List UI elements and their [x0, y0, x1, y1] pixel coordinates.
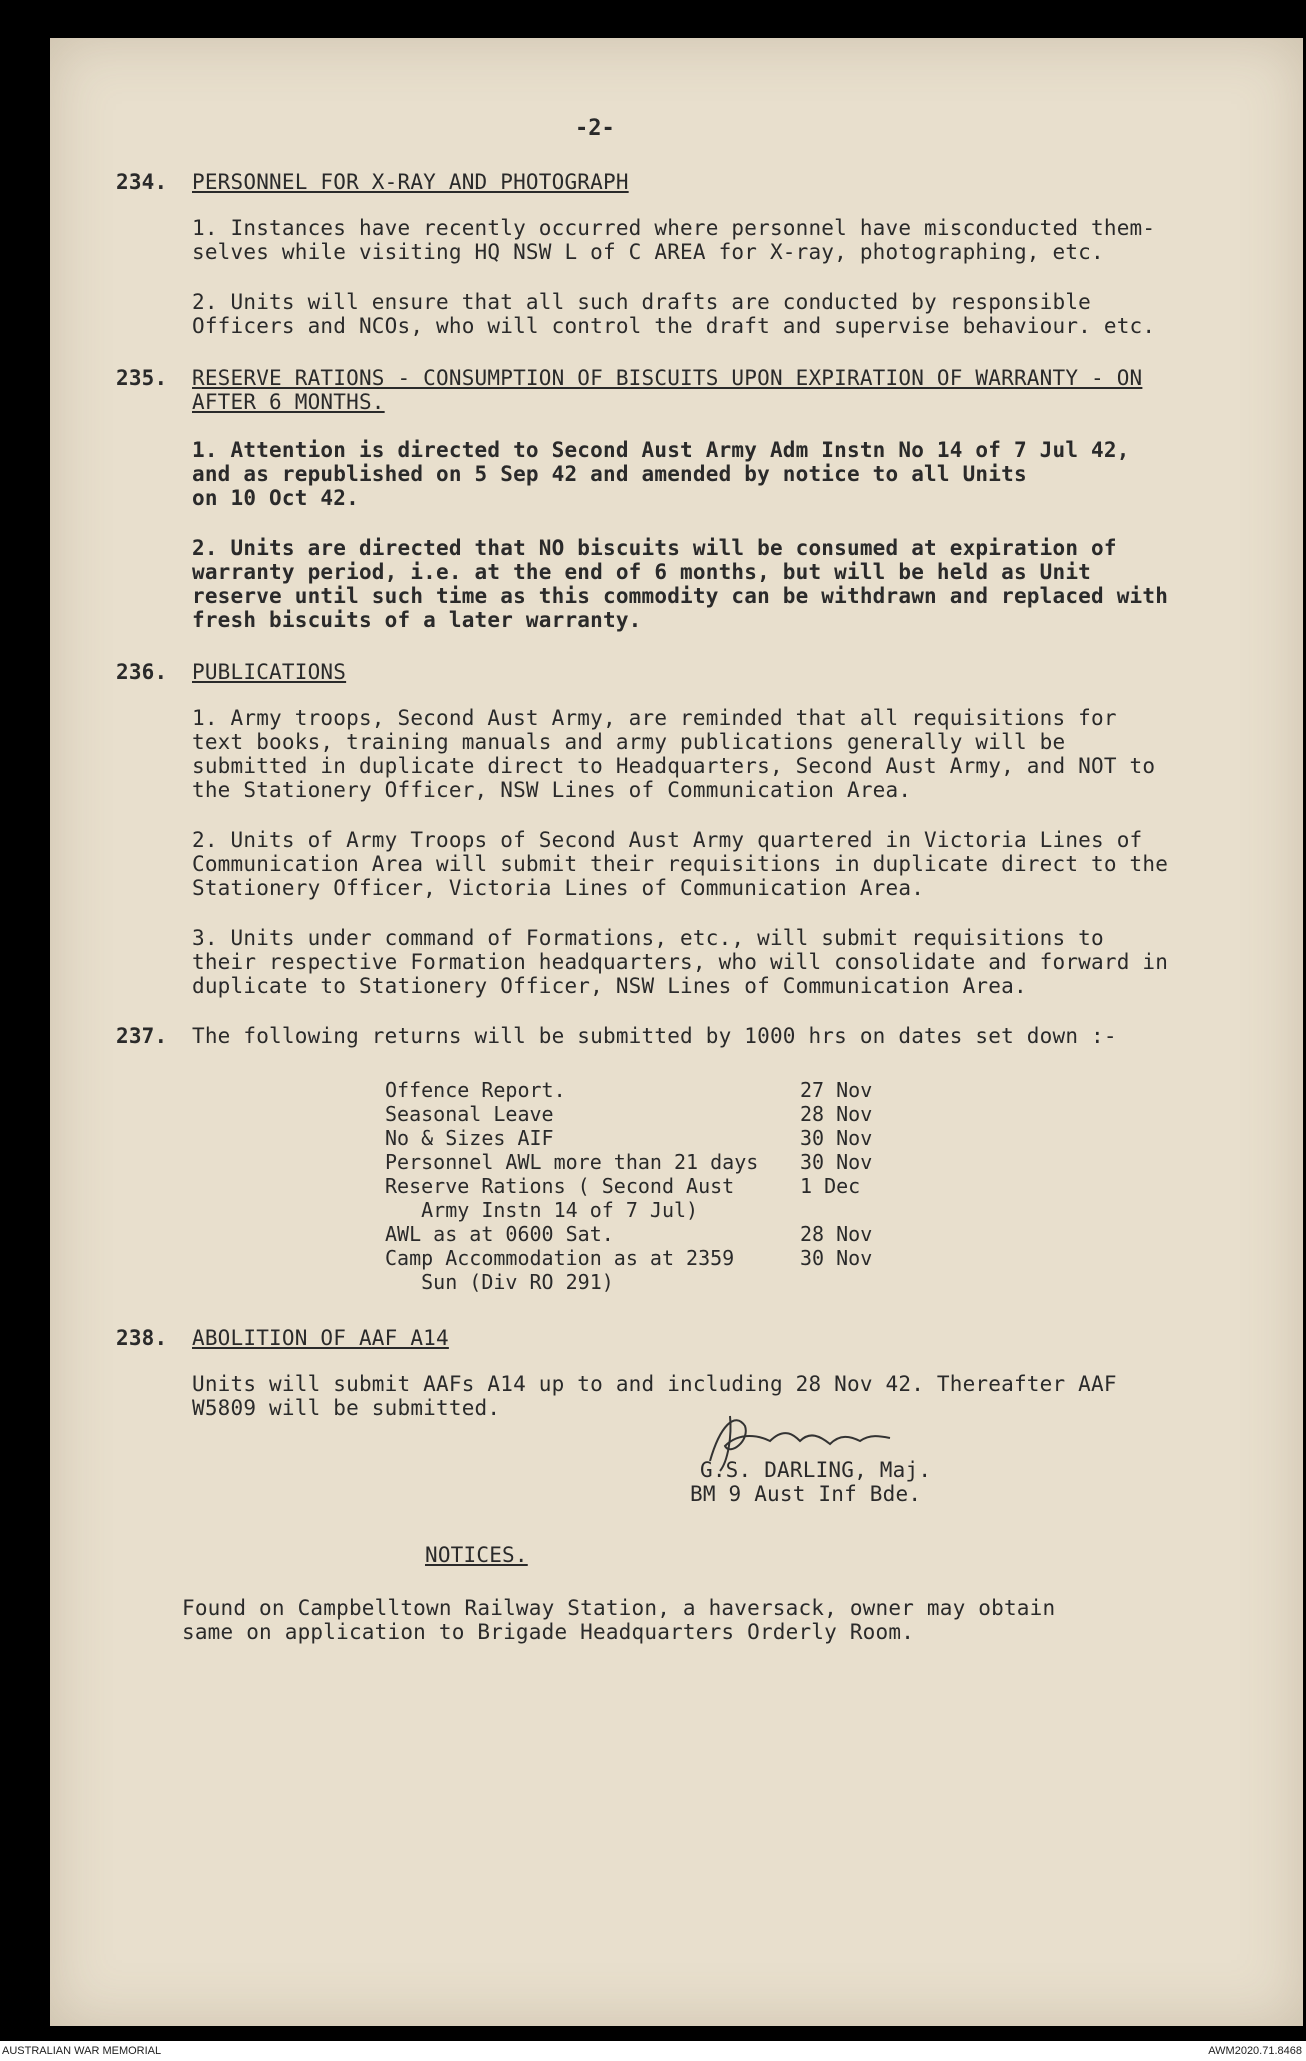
s236-p3-l2: their respective Formation headquarters, who will consolidate and forward in [192, 950, 1169, 974]
s236-p3-l3: duplicate to Stationery Officer, NSW Lines of Communication Area. [192, 974, 1027, 998]
s235-p1-l2: and as republished on 5 Sep 42 and amended by notice to all Units [192, 462, 1027, 486]
return-item: Sun (Div RO 291) [385, 1270, 614, 1294]
signature-name: G.S. DARLING, Maj. [700, 1458, 932, 1482]
section-234-heading: PERSONNEL FOR X-RAY AND PHOTOGRAPH [192, 170, 629, 194]
s236-p3-l1: 3. Units under command of Formations, etc., will submit requisitions to [192, 926, 1104, 950]
footer-institution: AUSTRALIAN WAR MEMORIAL [2, 2045, 162, 2057]
return-date: 28 Nov [800, 1102, 873, 1126]
return-date: 30 Nov [800, 1246, 873, 1270]
s236-p1-l4: the Stationery Officer, NSW Lines of Communication Area. [192, 778, 912, 802]
page-number: -2- [575, 116, 615, 141]
s235-p2-l1: 2. Units are directed that NO biscuits will be consumed at expiration of [192, 536, 1117, 560]
s236-p1-l1: 1. Army troops, Second Aust Army, are reminded that all requisitions for [192, 706, 1117, 730]
return-date: 30 Nov [800, 1150, 873, 1174]
section-236-number: 236. [116, 660, 168, 684]
return-item: Reserve Rations ( Second Aust [385, 1174, 735, 1198]
s236-p1-l3: submitted in duplicate direct to Headquarters, Second Aust Army, and NOT to [192, 754, 1156, 778]
return-item: No & Sizes AIF [385, 1126, 554, 1150]
s234-p1-l1: 1. Instances have recently occurred where personnel have misconducted them- [192, 216, 1156, 240]
section-235-heading-l1: RESERVE RATIONS - CONSUMPTION OF BISCUITS UPON EXPIRATION OF WARRANTY - ON [192, 366, 1143, 390]
section-237-number: 237. [116, 1024, 168, 1048]
return-item: Offence Report. [385, 1078, 566, 1102]
s234-p2-l2: Officers and NCOs, who will control the draft and supervise behaviour. etc. [192, 314, 1156, 338]
section-235-heading-l2: AFTER 6 MONTHS. [192, 390, 385, 414]
document-page [50, 38, 1303, 2026]
notices-l1: Found on Campbelltown Railway Station, a haversack, owner may obtain [182, 1596, 1056, 1620]
s234-p1-l2: selves while visiting HQ NSW L of C AREA for X-ray, photographing, etc. [192, 240, 1104, 264]
footer-strip [0, 2041, 1306, 2061]
notices-l2: same on application to Brigade Headquarters Orderly Room. [182, 1620, 915, 1644]
s238-p1-l2: W5809 will be submitted. [192, 1396, 501, 1420]
section-236-heading: PUBLICATIONS [192, 660, 347, 684]
s235-p2-l4: fresh biscuits of a later warranty. [192, 608, 642, 632]
s236-p1-l2: text books, training manuals and army publications generally will be [192, 730, 1066, 754]
return-item: Personnel AWL more than 21 days [385, 1150, 759, 1174]
section-234-number: 234. [116, 170, 168, 194]
s236-p2-l3: Stationery Officer, Victoria Lines of Communication Area. [192, 876, 925, 900]
return-item: AWL as at 0600 Sat. [385, 1222, 614, 1246]
section-238-heading: ABOLITION OF AAF A14 [192, 1326, 449, 1350]
return-date: 28 Nov [800, 1222, 873, 1246]
s237-intro: The following returns will be submitted by 1000 hrs on dates set down :- [192, 1024, 1117, 1048]
return-item: Camp Accommodation as at 2359 [385, 1246, 735, 1270]
section-235-number: 235. [116, 366, 168, 390]
return-date: 27 Nov [800, 1078, 873, 1102]
notices-heading: NOTICES. [425, 1543, 528, 1567]
s235-p1-l3: on 10 Oct 42. [192, 486, 359, 510]
return-date: 1 Dec [800, 1174, 861, 1198]
s238-p1-l1: Units will submit AAFs A14 up to and including 28 Nov 42. Thereafter AAF [192, 1372, 1117, 1396]
signature-title: BM 9 Aust Inf Bde. [690, 1482, 922, 1506]
s236-p2-l2: Communication Area will submit their requisitions in duplicate direct to the [192, 852, 1169, 876]
footer-accession-number: AWM2020.71.8468 [1208, 2045, 1302, 2057]
s234-p2-l1: 2. Units will ensure that all such drafts are conducted by responsible [192, 290, 1092, 314]
s236-p2-l1: 2. Units of Army Troops of Second Aust Army quartered in Victoria Lines of [192, 828, 1143, 852]
return-item: Seasonal Leave [385, 1102, 554, 1126]
s235-p2-l2: warranty period, i.e. at the end of 6 months, but will be held as Unit [192, 560, 1092, 584]
return-date: 30 Nov [800, 1126, 873, 1150]
return-item: Army Instn 14 of 7 Jul) [385, 1198, 699, 1222]
section-238-number: 238. [116, 1326, 168, 1350]
s235-p2-l3: reserve until such time as this commodity can be withdrawn and replaced with [192, 584, 1169, 608]
s235-p1-l1: 1. Attention is directed to Second Aust Army Adm Instn No 14 of 7 Jul 42, [192, 438, 1130, 462]
